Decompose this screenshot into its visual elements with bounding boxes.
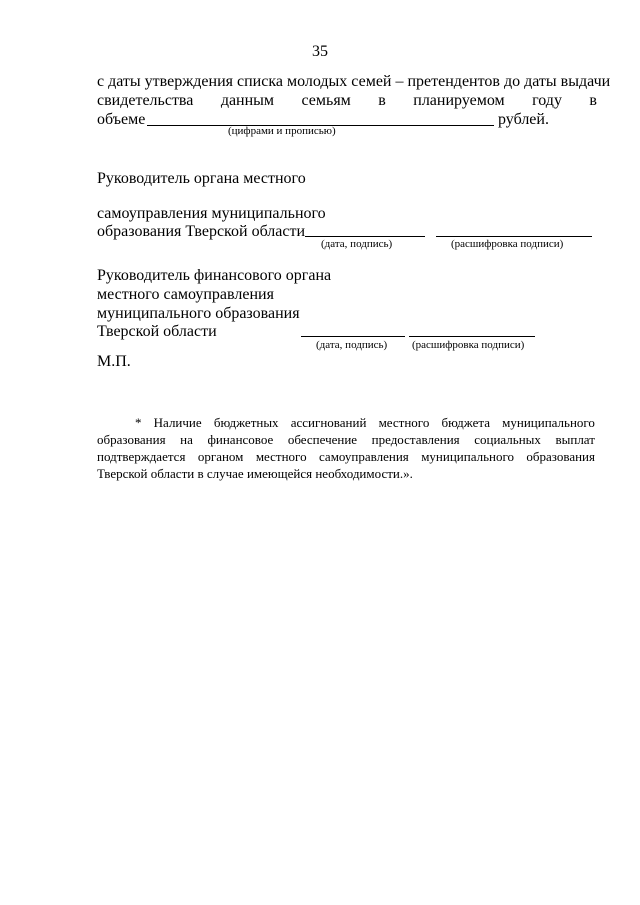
- footnote-line-1: [97, 414, 595, 431]
- intro-line-1: [97, 72, 611, 92]
- footnote-line-1-word: Наличие: [153, 415, 202, 430]
- intro-line-2-word: в: [589, 92, 597, 109]
- footnote-line-1-word: ассигнований: [290, 415, 367, 430]
- footnote-line-2-word: выплат: [555, 432, 595, 447]
- intro-line-2-word: в: [378, 92, 386, 109]
- intro-line-2-word: году: [532, 92, 562, 109]
- footnote-line-3: [97, 448, 595, 465]
- intro-line-2-word: свидетельства: [97, 92, 194, 109]
- block1-line-1: Руководитель органа местного: [97, 170, 306, 187]
- page-number: 35: [312, 43, 328, 60]
- footnote-line-1-word: бюджетных: [213, 415, 279, 430]
- footnote-line-2-word: образования: [97, 432, 166, 447]
- footnote-line-3-word: самоуправления: [319, 449, 409, 464]
- intro-line-2: [97, 91, 597, 111]
- footnote-line-1-word: бюджета: [441, 415, 490, 430]
- block2-caption-decode: (расшифровка подписи): [412, 339, 525, 351]
- block1-caption-sign: (дата, подпись): [321, 238, 393, 250]
- block2-sign-line: [301, 336, 405, 337]
- footnote-line-3-word: образования: [526, 449, 595, 464]
- footnote-line-2: [97, 431, 595, 448]
- block1-caption-decode: (расшифровка подписи): [451, 238, 564, 250]
- footnote-line-3-word: подтверждается: [97, 449, 186, 464]
- footnote-line-1-word: *: [135, 415, 142, 430]
- footnote-line-1-word: местного: [378, 415, 430, 430]
- footnote-line-2-word: предоставления: [371, 432, 460, 447]
- intro-line-2-word: планируемом: [413, 92, 505, 109]
- intro-line-3-prefix: объеме: [97, 111, 146, 128]
- block1-sign-line: [305, 236, 425, 237]
- footnote-line-3-word: муниципального: [421, 449, 514, 464]
- footnote-line-1-word: муниципального: [502, 415, 595, 430]
- intro-line-2-word: данным: [220, 92, 275, 109]
- block2-line-3: муниципального образования: [97, 305, 300, 322]
- footnote-line-4: Тверской области в случае имеющейся необходимости.».: [97, 466, 413, 481]
- footnote-line-2-word: на: [180, 432, 193, 447]
- stamp-label: М.П.: [97, 353, 131, 370]
- footnote: [97, 414, 595, 482]
- footnote-line-3-word: органом: [197, 449, 244, 464]
- block2-caption-sign: (дата, подпись): [316, 339, 388, 351]
- block2-line-2: местного самоуправления: [97, 286, 274, 303]
- footnote-line-2-word: финансовое: [207, 432, 274, 447]
- footnote-line-2-word: обеспечение: [287, 432, 358, 447]
- block1-line-2: самоуправления муниципального: [97, 205, 326, 222]
- block2-line-1: Руководитель финансового органа: [97, 267, 332, 284]
- intro-line-1-text: с даты утверждения списка молодых семей – претендентов до даты выдачи: [97, 73, 611, 90]
- intro-line-3-suffix: рублей.: [498, 111, 549, 128]
- block2-line-4: Тверской области: [97, 323, 217, 340]
- footnote-line-2-word: социальных: [474, 432, 541, 447]
- amount-caption: (цифрами и прописью): [228, 125, 336, 137]
- block1-line-3: образования Тверской области: [97, 223, 306, 240]
- block2-decode-line: [409, 336, 535, 337]
- block1-decode-line: [436, 236, 592, 237]
- intro-line-2-word: семьям: [301, 92, 351, 109]
- footnote-line-3-word: местного: [255, 449, 307, 464]
